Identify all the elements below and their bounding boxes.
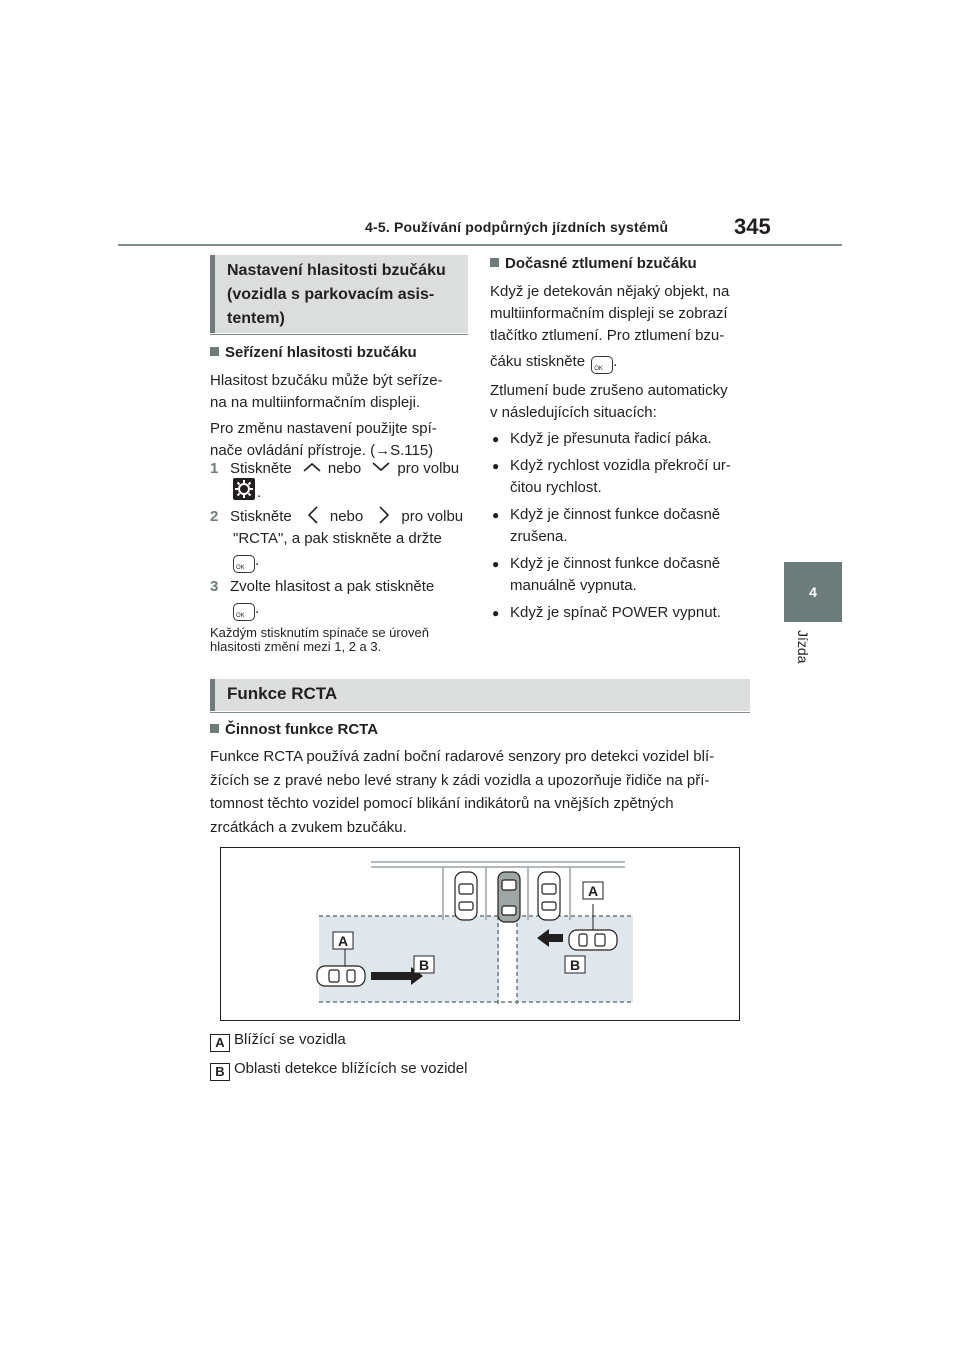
parked-car-center	[498, 872, 520, 922]
para-line: zrcátkách a zvukem bzučáku.	[210, 818, 407, 836]
section-title: Funkce RCTA	[227, 684, 338, 703]
step-text: Zvolte hlasitost a pak stiskněte	[230, 578, 435, 595]
header-rule	[118, 244, 842, 246]
square-bullet-icon	[490, 258, 499, 267]
chevron-right-icon	[377, 506, 391, 524]
chapter-tab	[784, 562, 842, 622]
bullet-list	[492, 428, 762, 624]
para-line: nače ovládání přístroje. (→S.115)	[210, 442, 434, 459]
label-b-right: B	[570, 957, 581, 973]
ok-button-icon: OK	[233, 555, 255, 573]
legend-a	[210, 1029, 346, 1052]
list-item-line: ● Když je spínač POWER vypnut.	[510, 604, 721, 621]
step-text: pro volbu	[397, 460, 460, 477]
para-text: čáku stiskněte	[490, 353, 586, 370]
chevron-up-icon	[302, 461, 322, 473]
step-number: 2	[210, 508, 219, 525]
para-line: Funkce RCTA používá zadní boční radarové senzory pro detekci vozidel blí-	[210, 748, 715, 765]
square-bullet-icon	[210, 347, 219, 356]
period: .	[257, 484, 262, 501]
period: .	[255, 600, 260, 617]
legend-label: B	[210, 1063, 230, 1081]
legend-text: Oblasti detekce blížících se vozidel	[234, 1060, 468, 1077]
list-item	[492, 504, 762, 548]
para-line: tlačítko ztlumení. Pro ztlumení bzu-	[490, 327, 725, 344]
step-1	[210, 458, 480, 480]
step-text: Stiskněte	[230, 460, 292, 477]
section-box-volume	[210, 255, 468, 333]
page-number: 345	[734, 214, 771, 239]
note-line: Každým stisknutím spínače se úroveň	[210, 625, 429, 640]
subheading-volume	[210, 344, 417, 361]
note-line: hlasitosti změní mezi 1, 2 a 3.	[210, 639, 382, 654]
para-line: tomnost těchto vozidel pomocí blikání indikátorů na vnějších zpětných	[210, 795, 674, 812]
para-line: multiinformačním displeji se zobrazí	[490, 305, 728, 322]
approaching-car-left	[317, 966, 365, 986]
ok-button-icon: OK	[233, 603, 255, 621]
chapter-label: Jízda	[795, 630, 811, 664]
section-title-line: tentem)	[227, 310, 285, 327]
left-paragraphs	[210, 370, 470, 462]
step-3	[210, 576, 480, 598]
subheading-text: Činnost funkce RCTA	[225, 721, 379, 738]
chevron-down-icon	[371, 461, 391, 473]
step-number: 3	[210, 578, 219, 595]
right-p1-last	[490, 351, 617, 374]
period: .	[613, 353, 618, 370]
label-b-left: B	[419, 957, 430, 973]
subheading-mute	[490, 255, 697, 272]
square-bullet-icon	[210, 724, 219, 733]
section-title-line: Nastavení hlasitosti bzučáku	[227, 262, 446, 279]
list-item-line: ● Když je činnost funkce dočasně	[510, 555, 721, 572]
para-line: v následujících situacích:	[490, 404, 657, 421]
list-item-line: ● Když je přesunuta řadicí páka.	[510, 430, 712, 447]
chapter-number: 4	[809, 584, 817, 600]
list-item-line: zrušena.	[510, 528, 568, 545]
note	[210, 626, 429, 654]
step-text: Stiskněte	[230, 508, 292, 525]
step-2-ok-row	[233, 550, 259, 573]
section-box-rcta	[210, 679, 750, 711]
label-a-right: A	[588, 883, 599, 899]
list-item-line: čitou rychlost.	[510, 479, 602, 496]
step-2	[210, 506, 480, 528]
list-item	[492, 553, 762, 597]
label-a-left: A	[338, 933, 349, 949]
parked-car	[455, 872, 477, 920]
right-paragraph-2	[490, 380, 760, 424]
legend-b	[210, 1058, 467, 1081]
header-section-title: 4-5. Používání podpůrných jízdních systémů	[365, 219, 669, 235]
chevron-left-icon	[306, 506, 320, 524]
step-2-line2: "RCTA", a pak stiskněte a držte	[233, 530, 442, 547]
list-item	[492, 455, 762, 499]
list-item-line: ● Když je činnost funkce dočasně	[510, 506, 721, 523]
settings-gear-icon	[233, 478, 255, 500]
para-line: žících se z pravé nebo levé strany k zádi vozidla a upozorňuje řidiče na pří-	[210, 771, 710, 789]
detection-zone-left	[319, 916, 499, 1002]
legend-text: Blížící se vozidla	[234, 1031, 346, 1048]
list-item	[492, 428, 762, 450]
subheading-text: Dočasné ztlumení bzučáku	[505, 255, 697, 272]
para-line: Pro změnu nastavení použijte spí-	[210, 420, 437, 437]
right-paragraph-1	[490, 281, 760, 347]
step-text: nebo	[329, 508, 364, 525]
ok-button-icon: OK	[591, 356, 613, 374]
section-underline	[210, 712, 750, 713]
rcta-diagram	[220, 847, 740, 1021]
approaching-car-right	[569, 930, 617, 950]
subheading-rcta	[210, 721, 378, 738]
step-text: nebo	[327, 460, 362, 477]
para-line: Ztlumení bude zrušeno automaticky	[490, 382, 728, 399]
subheading-text: Seřízení hlasitosti bzučáku	[225, 344, 417, 361]
para-line: na na multiinformačním displeji.	[210, 394, 421, 411]
parked-car	[538, 872, 560, 920]
list-item	[492, 602, 762, 624]
para-line: Když je detekován nějaký objekt, na	[490, 283, 730, 300]
para-line: Hlasitost bzučáku může být seříze-	[210, 372, 443, 389]
section-underline	[210, 334, 468, 335]
section-title-line: (vozidla s parkovacím asis-	[227, 286, 435, 303]
period: .	[255, 552, 260, 569]
rcta-paragraph	[210, 745, 770, 839]
list-item-line: manuálně vypnuta.	[510, 577, 637, 594]
step-3-ok-row	[233, 598, 259, 621]
legend-label: A	[210, 1034, 230, 1052]
list-item-line: ● Když rychlost vozidla překročí ur-	[510, 457, 731, 474]
step-text: pro volbu	[401, 508, 464, 525]
step-number: 1	[210, 460, 219, 477]
